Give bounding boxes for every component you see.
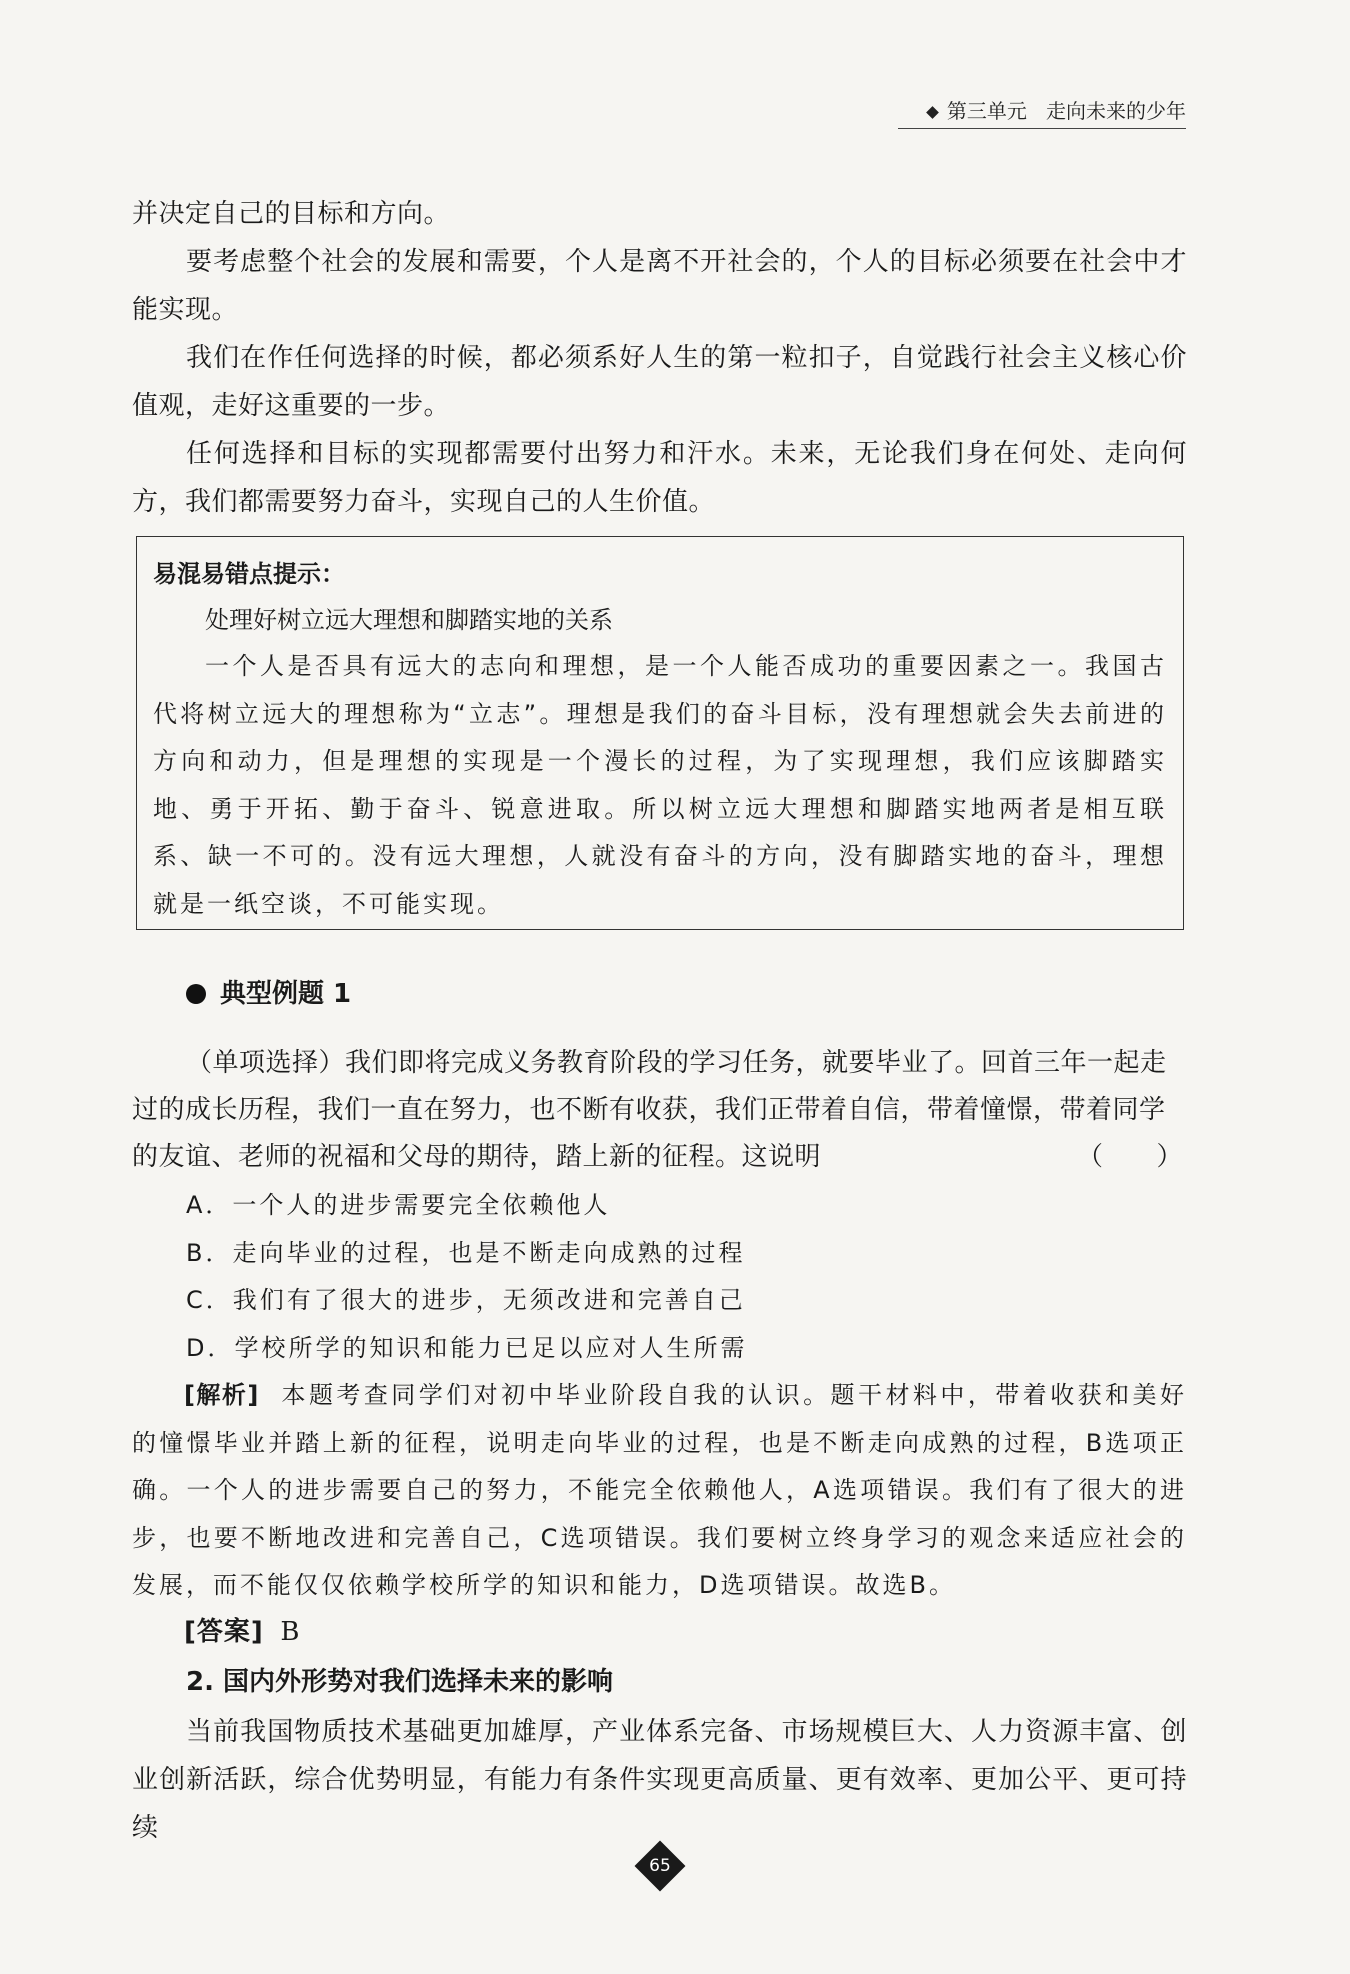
option-c: C．我们有了很大的进步，无须改进和完善自己 (186, 1286, 746, 1314)
question (132, 1040, 1187, 1181)
tips-title: 易混易错点提示： (153, 560, 345, 588)
answer (184, 1608, 299, 1656)
example-heading (186, 974, 351, 1014)
header-unit: 第三单元 (946, 99, 1027, 123)
analysis-tag: [解析] (184, 1381, 260, 1409)
option-a: A．一个人的进步需要完全依赖他人 (186, 1191, 611, 1219)
answer-tag: [答案] (184, 1617, 264, 1647)
page-number (635, 1841, 686, 1892)
header-rule (898, 128, 1186, 129)
section-text: 当前我国物质技术基础更加雄厚，产业体系完备、市场规模巨大、人力资源丰富、创业创新活跃，综合优势明显，有能力有条件实现更高质量、更有效率、更加公平、更可持续 (132, 1717, 1187, 1843)
paragraph-2: 要考虑整个社会的发展和需要，个人是离不开社会的，个人的目标必须要在社会中才能实现。 (132, 247, 1187, 325)
options-list (186, 1182, 1186, 1372)
tips-text: 一个人是否具有远大的志向和理想，是一个人能否成功的重要因素之一。我国古代将树立远大的理想称为“立志”。理想是我们的奋斗目标，没有理想就会失去前进的方向和动力，但是理想的实现是一个漫长的过程，为了实现理想，我们应该脚踏实地、勇于开拓、勤于奋斗、锐意进取。所以树立远大理想和脚踏实地两者是相互联系、缺一不可的。没有远大理想，人就没有奋斗的方向，没有脚踏实地的奋斗，理想就是一纸空谈，不可能实现。 (153, 652, 1167, 918)
question-text: （单项选择）我们即将完成义务教育阶段的学习任务，就要毕业了。回首三年一起走过的成长历程，我们一直在努力，也不断有收获，我们正带着自信，带着憧憬，带着同学的友谊、老师的祝福和父母的期待，踏上新的征程。这说明 (132, 1048, 1167, 1172)
running-header (0, 95, 1186, 124)
paragraph-1: 并决定自己的目标和方向。 (132, 199, 451, 229)
answer-value: B (280, 1617, 300, 1647)
tips-box (136, 536, 1184, 930)
option-b: B．走向毕业的过程，也是不断走向成熟的过程 (186, 1238, 746, 1267)
answer-blank: （ ） (1076, 1142, 1183, 1172)
diamond-icon (926, 106, 939, 119)
paragraph-4: 任何选择和目标的实现都需要付出努力和汗水。未来，无论我们身在何处、走向何方，我们都需要努力奋斗，实现自己的人生价值。 (132, 439, 1187, 517)
tips-subtitle: 处理好树立远大理想和脚踏实地的关系 (205, 606, 613, 634)
page-number-label: 65 (649, 1856, 671, 1876)
section-heading: 2. 国内外形势对我们选择未来的影响 (186, 1667, 614, 1697)
bullet-icon (186, 984, 206, 1004)
example-heading-label: 典型例题 1 (220, 979, 352, 1009)
analysis-text: 本题考查同学们对初中毕业阶段自我的认识。题干材料中，带着收获和美好的憧憬毕业并踏上新的征程，说明走向毕业的过程，也是不断走向成熟的过程，B选项正确。一个人的进步需要自己的努力，不能完全依赖他人，A选项错误。我们有了很大的进步，也要不断地改进和完善自己，C选项错误。我们要树立终身学习的观念来适应社会的发展，而不能仅仅依赖学校所学的知识和能力，D选项错误。故选B。 (132, 1381, 1188, 1599)
header-title: 走向未来的少年 (1046, 99, 1186, 123)
analysis (132, 1372, 1187, 1610)
paragraph-3: 我们在作任何选择的时候，都必须系好人生的第一粒扣子，自觉践行社会主义核心价值观，走好这重要的一步。 (132, 343, 1187, 421)
option-d: D．学校所学的知识和能力已足以应对人生所需 (186, 1333, 748, 1362)
